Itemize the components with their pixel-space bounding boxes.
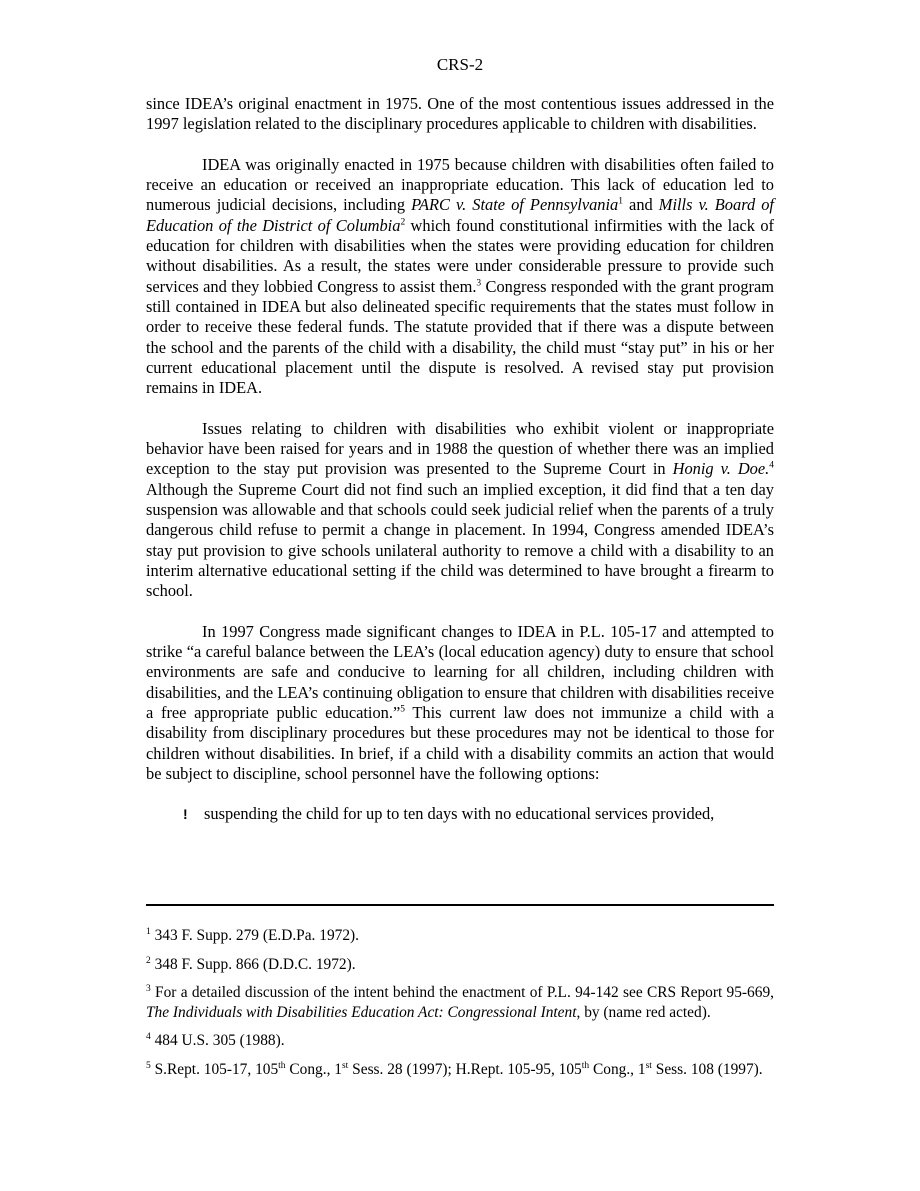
footnotes	[146, 926, 774, 1088]
paragraph-text: Issues relating to children with disabilities who exhibit violent or inappropriate behavior have been raised for years and in 1988 the question of whether there was an implied exception to the stay put provision was presented to the Supreme Court in	[146, 418, 774, 479]
list-item-text: suspending the child for up to ten days with no educational services provided,	[204, 804, 715, 824]
document-page	[146, 0, 774, 1191]
list-item	[146, 804, 774, 824]
document-body	[146, 94, 774, 825]
footnote-1	[146, 926, 774, 946]
paragraph-text: This current law does not immunize a child with a disability from disciplinary procedures but these procedures may not be identical to those for children without disabilities. In brief, if a child with a disability commits an action that would be subject to discipline, school personnel have the following options:	[146, 702, 774, 783]
footnote-ref-1[interactable]: 1	[618, 197, 623, 208]
footnote-text: S.Rept. 105-17, 105	[150, 1060, 279, 1078]
paragraph-text: since IDEA’s original enactment in 1975. One of the most contentious issues addressed in the 1997 legislation related to the disciplinary procedures applicable to children with disabilities.	[146, 94, 774, 134]
footnote-number: 3	[146, 983, 151, 994]
ordinal-suffix: th	[278, 1060, 286, 1071]
bullet-icon: !	[183, 806, 188, 823]
footnote-text: 348 F. Supp. 866 (D.D.C. 1972).	[150, 955, 356, 973]
footnote-ref-2[interactable]: 2	[400, 217, 406, 228]
footnote-ref-5[interactable]: 5	[400, 704, 406, 715]
footnote-text: Cong., 1	[589, 1060, 646, 1078]
paragraph-intro-continuation	[146, 94, 774, 135]
footnote-text: 343 F. Supp. 279 (E.D.Pa. 1972).	[150, 927, 360, 944]
paragraph-honig-v-doe	[146, 419, 774, 602]
footnote-text: Cong., 1	[285, 1060, 342, 1078]
report-title: The Individuals with Disabilities Education Act: Congressional Intent	[146, 1003, 577, 1021]
footnote-text: For a detailed discussion of the intent behind the enactment of P.L. 94-142 see CRS Report 95-669,	[150, 984, 774, 1001]
footnote-ref-3[interactable]: 3	[476, 278, 482, 289]
paragraph-text: Congress responded with the grant program still contained in IDEA but also delineated specific requirements that the states must follow in order to receive these federal funds. The statute provided that if there was a dispute between the school and the parents of the child with a disability, the child must “stay put” in his or her current educational placement until the dispute is resolved. A revised stay put provision remains in IDEA.	[146, 276, 774, 398]
footnote-4	[146, 1031, 774, 1051]
footnote-text: 484 U.S. 305 (1988).	[150, 1032, 285, 1049]
paragraph-text: Although the Supreme Court did not find such an implied exception, it did find that a ten day suspension was allowable and that schools could seek judicial relief when the parents of a truly dangerous child refuse to permit a change in placement. In 1994, Congress amended IDEA’s stay put provision to give schools unilateral authority to remove a child with a disability to an interim alternative educational setting if the child was determined to have brought a firearm to school.	[146, 479, 774, 601]
ordinal-suffix: st	[341, 1060, 349, 1071]
paragraph-text: and	[622, 195, 659, 215]
footnote-divider	[146, 904, 774, 906]
case-citation-parc: PARC v. State of Pennsylvania	[411, 195, 619, 215]
footnote-2	[146, 955, 774, 975]
options-list	[146, 804, 774, 824]
footnote-text: Sess. 28 (1997); H.Rept. 105-95, 105	[348, 1060, 582, 1078]
paragraph-text: IDEA was originally enacted in 1975 because children with disabilities often failed to receive an education or received an inappropriate education. This lack of education led to numerous judicial decisions, including	[146, 154, 774, 215]
ordinal-suffix: st	[645, 1060, 652, 1071]
page-number: CRS-2	[436, 55, 484, 74]
paragraph-idea-history	[146, 155, 774, 399]
paragraph-text: In 1997 Congress made significant changes to IDEA in P.L. 105-17 and attempted to strike “a careful balance between the LEA’s (local education agency) duty to ensure that school environments are safe and conducive to learning for all children, including children with disabilities, and the LEA’s continuing obligation to ensure that children with disabilities receive a free appropriate public education.”	[146, 621, 774, 722]
footnote-text: , by (name red acted).	[576, 1003, 711, 1021]
footnote-number: 1	[146, 926, 151, 937]
case-citation-mills: Mills v. Board of Education of the District of Columbia	[146, 195, 774, 235]
paragraph-1997-changes	[146, 622, 774, 784]
case-citation-honig: Honig v. Doe.	[672, 459, 770, 479]
footnote-number: 4	[146, 1031, 151, 1042]
paragraph-text: which found constitutional infirmities with the lack of education for children with disabilities when the states were providing education for children without disabilities. As a result, the states were under considerable pressure to provide such services and they lobbied Congress to assist them.	[146, 215, 774, 296]
ordinal-suffix: th	[581, 1060, 590, 1071]
footnote-5	[146, 1060, 774, 1080]
footnote-number: 5	[146, 1060, 151, 1071]
footnote-ref-4[interactable]: 4	[769, 460, 774, 471]
footnote-3	[146, 983, 774, 1022]
footnote-number: 2	[146, 955, 151, 966]
footnote-text: Sess. 108 (1997).	[651, 1060, 763, 1078]
